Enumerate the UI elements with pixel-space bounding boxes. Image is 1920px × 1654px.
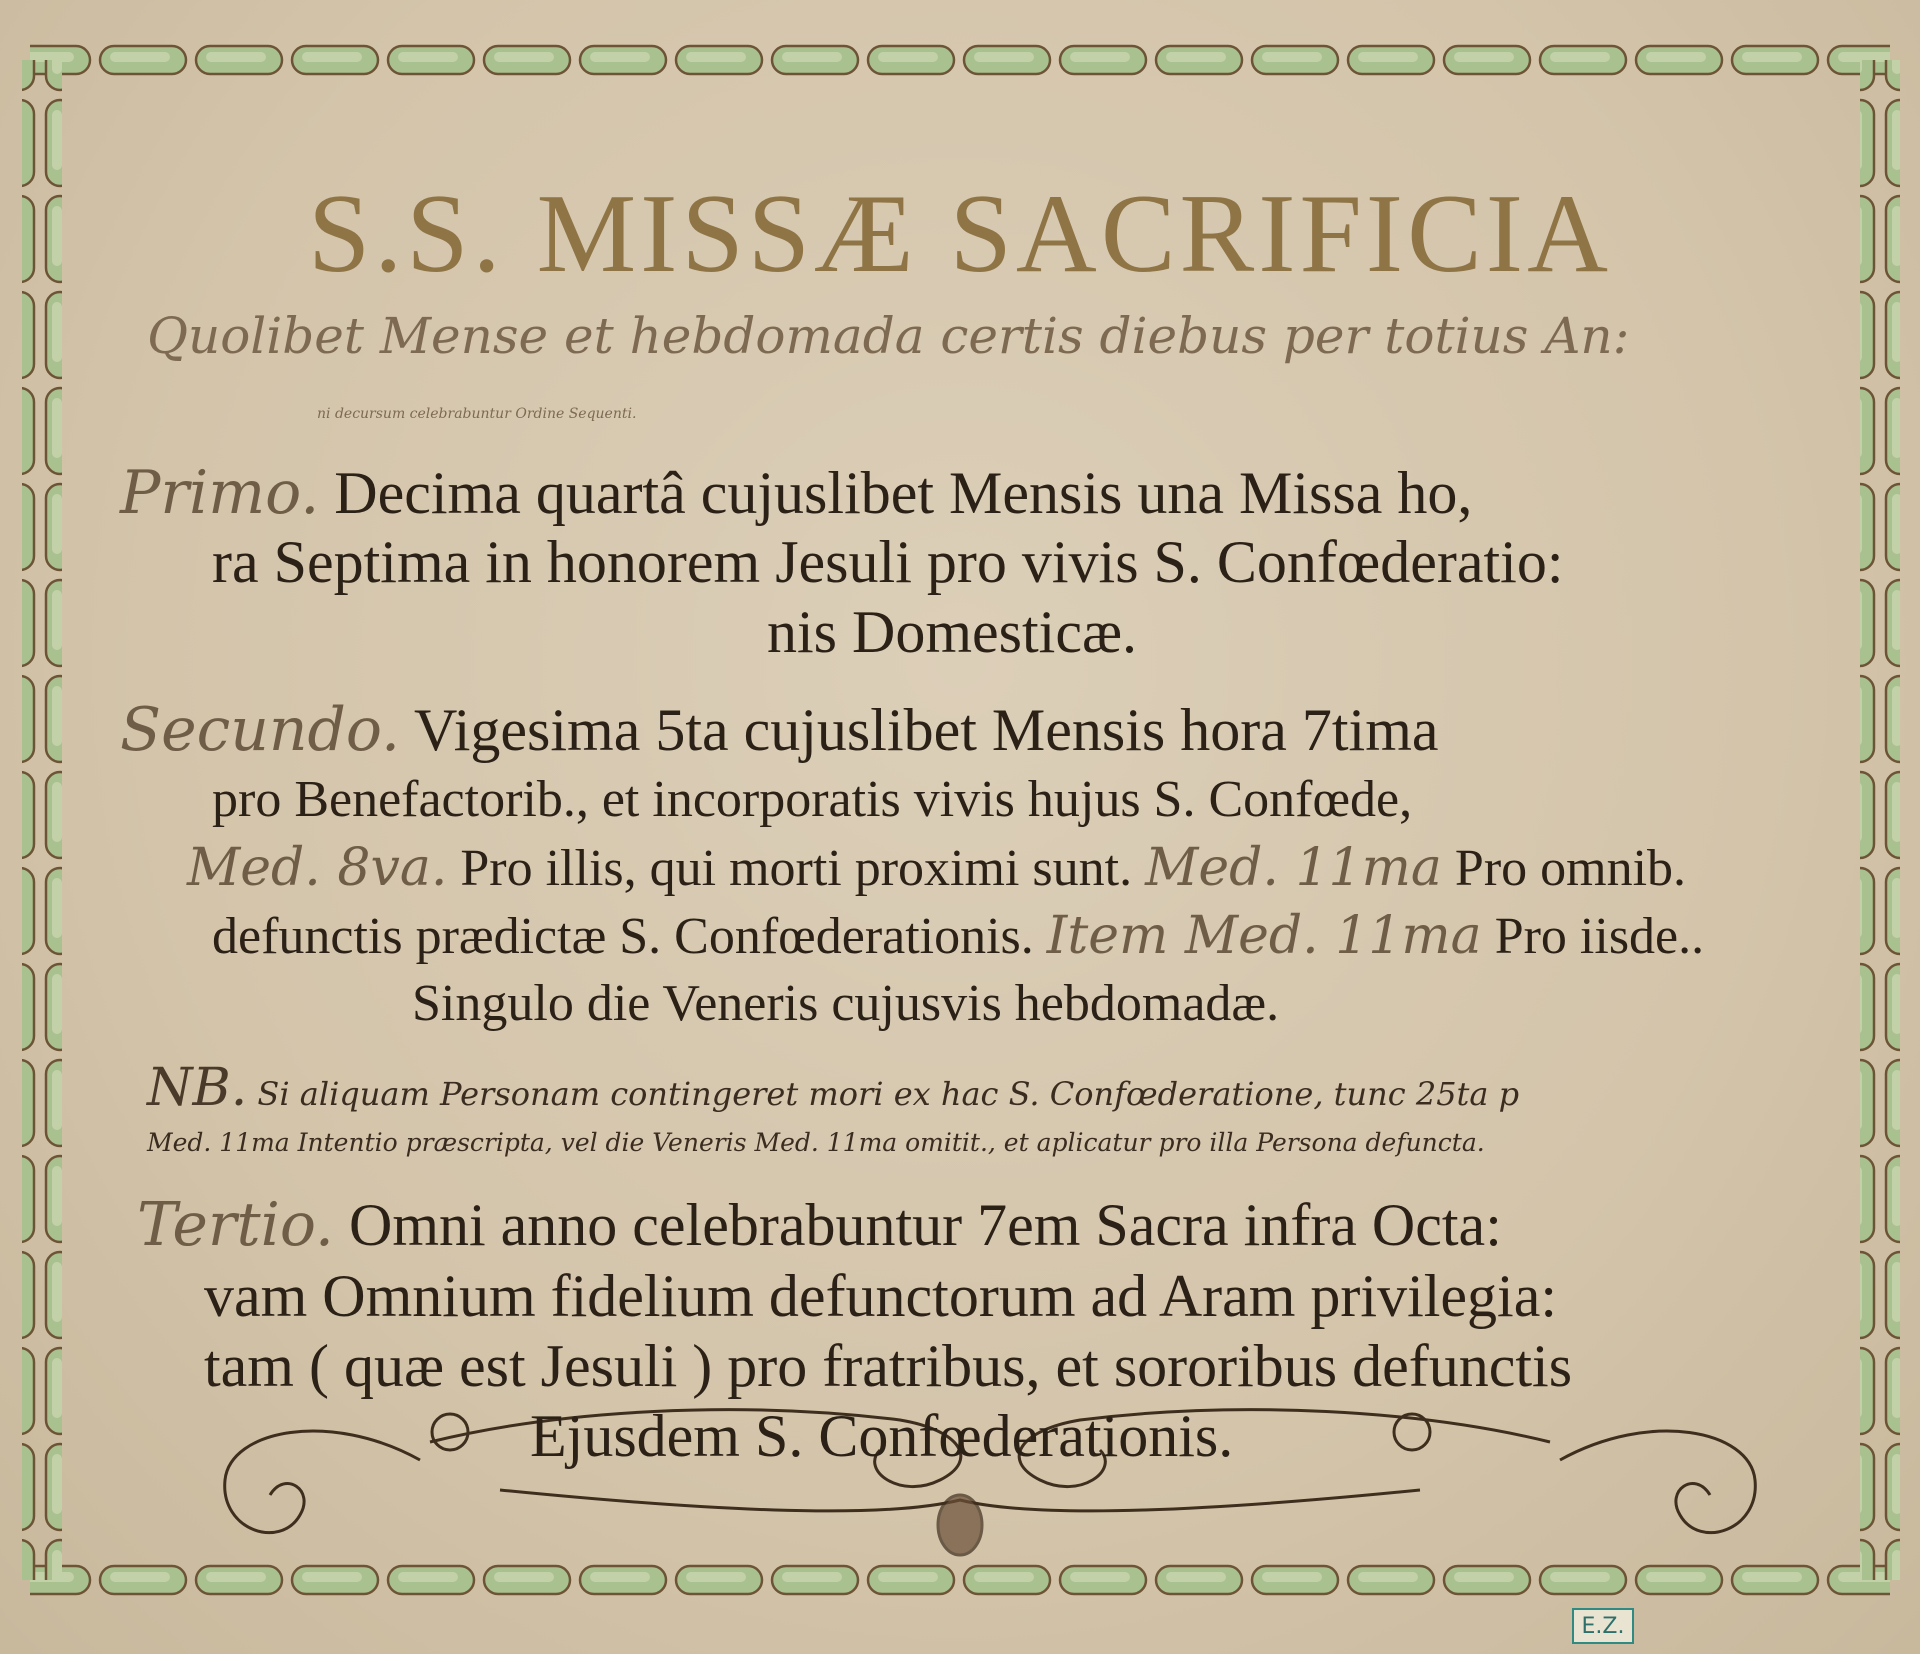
nb-line-2: Med. 11ma Intentio præscripta, vel die Veneris Med. 11ma omitit., et aplicatur pro illa Persona defuncta. <box>147 1128 1485 1157</box>
secundo-text-3-end: Pro omnib. <box>1454 840 1687 897</box>
primo-line-1 <box>120 458 1472 528</box>
tertio-line-1 <box>137 1190 1502 1260</box>
secundo-text-4-end: Pro iisde.. <box>1494 908 1705 965</box>
tertio-text-1: Omni anno celebrabuntur 7em Sacra infra Octa: <box>349 1192 1502 1258</box>
subtitle-line-2: ni decursum celebrabuntur Ordine Sequenti. <box>317 406 637 422</box>
page-title: S.S. MISSÆ SACRIFICIA <box>308 172 1612 296</box>
primo-lead: Primo. <box>120 458 320 528</box>
tertio-line-2: vam Omnium fidelium defunctorum ad Aram privilegia: <box>204 1263 1558 1329</box>
tertio-line-3: tam ( quæ est Jesuli ) pro fratribus, et sororibus defunctis <box>204 1333 1573 1399</box>
nb-line-1 <box>147 1058 1519 1118</box>
secundo-med-8: Med. 8va. <box>187 838 448 898</box>
secundo-lead: Secundo. <box>120 695 401 765</box>
tertio-lead: Tertio. <box>137 1190 334 1260</box>
primo-line-2: ra Septima in honorem Jesuli pro vivis S. Confœderatio: <box>212 529 1564 595</box>
secundo-text-3: Pro illis, qui morti proximi sunt. <box>460 840 1133 897</box>
primo-text-1: Decima quartâ cujuslibet Mensis una Missa ho, <box>334 460 1473 526</box>
secundo-text-4: defunctis prædictæ S. Confœderationis. <box>212 908 1034 965</box>
secundo-line-2: pro Benefactorib., et incorporatis vivis hujus S. Confœde, <box>212 771 1413 828</box>
secundo-line-3 <box>187 838 1686 898</box>
tertio-line-4: Ejusdem S. Confœderationis. <box>530 1403 1234 1469</box>
nb-lead: NB. <box>147 1058 248 1118</box>
collection-stamp: E.Z. <box>1572 1608 1634 1644</box>
secundo-med-11: Med. 11ma <box>1145 838 1442 898</box>
secundo-line-4 <box>212 906 1704 966</box>
subtitle-line-1: Quolibet Mense et hebdomada certis diebus per totius An: <box>147 307 1630 365</box>
secundo-line-5: Singulo die Veneris cujusvis hebdomadæ. <box>412 975 1280 1032</box>
nb-text-1: Si aliquam Personam contingeret mori ex hac S. Confœderatione, tunc 25ta p <box>257 1075 1520 1113</box>
text-panel <box>62 80 1858 1554</box>
secundo-text-1: Vigesima 5ta cujuslibet Mensis hora 7tima <box>413 697 1439 763</box>
secundo-item-med: Item Med. 11ma <box>1046 906 1482 966</box>
secundo-line-1 <box>120 695 1439 765</box>
primo-line-3: nis Domesticæ. <box>767 599 1137 665</box>
